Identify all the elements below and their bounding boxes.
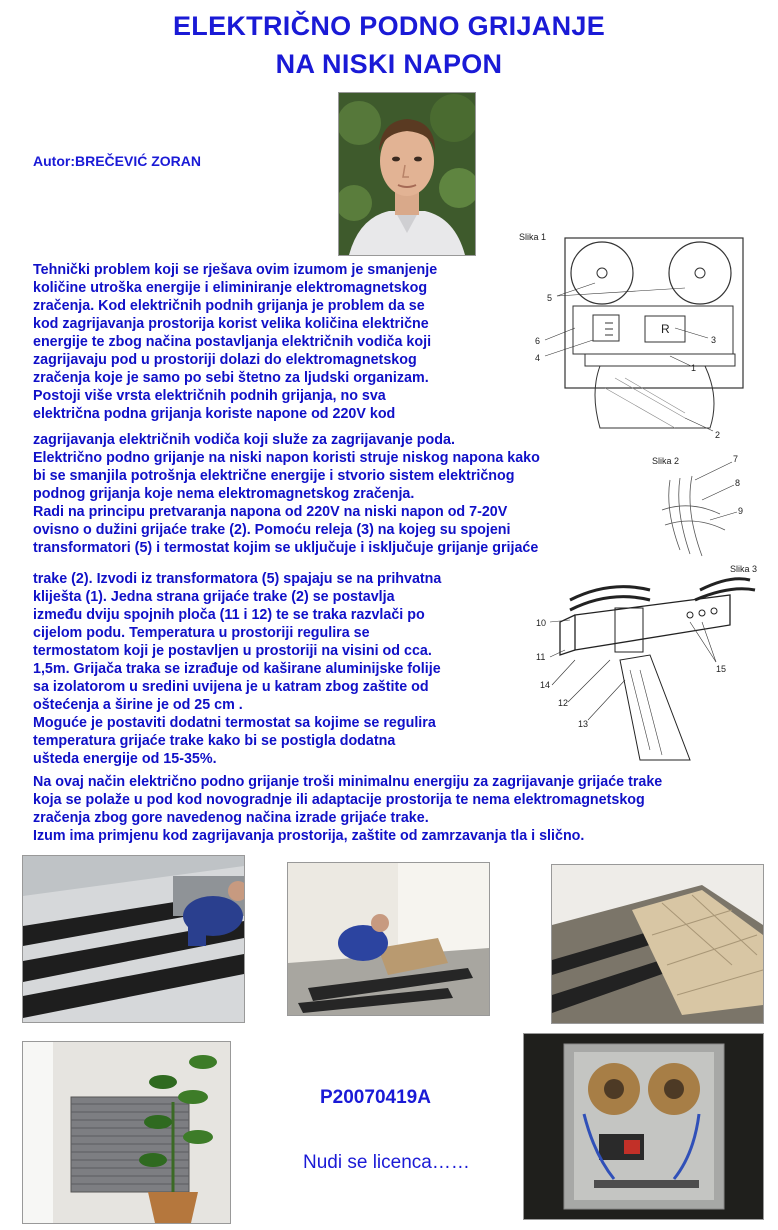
text-line: oštećenja a širine je od 25 cm . [33,697,243,713]
figure-3-diagram [530,560,770,765]
text-line: Moguće je postaviti dodatni termostat sa kojime se regulira [33,715,436,731]
photo-worker-on-floor [287,862,490,1016]
text-line: kod zagrijavanja prostorija korist velika količina električne [33,316,429,332]
text-line: Postoji više vrsta električnih podnih grijanja, no sva [33,388,386,404]
text-line: termostatom koji je postavljen u prostoriji na visini od cca. [33,643,432,659]
text-line: zagrijavaju pod u prostoriji dolazi do elektromagnetskog [33,352,417,368]
text-line: 1,5m. Grijača traka se izrađuje od kaširane aluminijske folije [33,661,441,677]
figure-1-caption: Slika 1 [519,232,547,242]
patent-number: P20070419A [320,1087,431,1108]
text-line: temperatura grijaće trake kako bi se postigla dodatna [33,733,396,749]
text-line: koja se polaže u pod kod novogradnje ili adaptacije prostorija te nema elektromagnetskog [33,792,645,808]
description-paragraph-4 [33,773,765,845]
text-line: podnog grijanja koje nema elektromagnetskog zračenja. [33,486,415,502]
figure-1-label-1: 1 [691,363,697,373]
page-title-line1: ELEKTRIČNO PODNO GRIJANJE [172,11,606,41]
figure-2-label-7: 7 [733,454,739,464]
figure-3-label-14: 14 [540,680,551,690]
text-line: količine utroška energije i eliminiranje elektromagnetskog [33,280,428,296]
text-line: transformatori (5) i termostat kojim se uključuje i isključuje grijanje grijaće [33,540,539,556]
text-line: između dviju spojnih ploča (11 i 12) te se traka razvlači po [33,607,425,623]
text-line: Radi na principu pretvaranja napona od 220V na niski napon od 7-20V [33,504,508,520]
text-line: cijelom podu. Temperatura u prostoriji regulira se [33,625,370,641]
figure-1-label-r: R [661,322,670,336]
figure-2-diagram [640,450,760,565]
text-line: Električno podno grijanje na niski napon koristi struje niskog napona kako [33,450,540,466]
text-line: električna podna grijanja koriste napone od 220V kod [33,406,396,422]
text-line: Na ovaj način električno podno grijanje troši minimalnu energiju za zagrijavanje grijaće trake [33,774,663,790]
author-portrait-photo [338,92,476,256]
description-paragraph-3 [33,570,499,768]
text-line: sa izolatorom u sredini uvijena je u katram zbog zaštite od [33,679,429,695]
license-offer-text: Nudi se licenca…… [303,1152,470,1173]
text-line: kliješta (1). Jedna strana grijaće trake (2) se postavlja [33,589,395,605]
photo-tiles-over-strips [551,864,764,1024]
figure-3-label-11: 11 [536,652,546,662]
figure-1-label-5: 5 [547,293,553,303]
text-line: zračenja. Kod električnih podnih grijanja je problem da se [33,298,425,314]
figure-1-label-6: 6 [535,336,541,346]
description-paragraph-1-last: zagrijavanja električnih vodiča koji služe za zagrijavanje poda. [33,432,455,448]
text-line: energije te zbog načina postavljanja električnih vodiča koji [33,334,432,350]
author-label: Autor:BREČEVIĆ ZORAN [33,153,201,169]
text-line: Tehnički problem koji se rješava ovim izumom je smanjenje [33,262,438,278]
photo-laying-heating-strips [22,855,245,1023]
text-line: ovisno o dužini grijaće trake (2). Pomoću releja (3) na kojeg su spojeni [33,522,511,538]
figure-2-caption: Slika 2 [652,456,680,466]
figure-1-label-4: 4 [535,353,541,363]
text-line: zračenja koje je samo po sebi štetno za ljudski organizam. [33,370,429,386]
figure-1-label-2: 2 [715,430,721,440]
text-line: Izum ima primjenu kod zagrijavanja prostorija, zaštite od zamrzavanja tla i slično. [33,828,585,844]
figure-1-label-3: 3 [711,335,717,345]
figure-2-label-8: 8 [735,478,741,488]
figure-3-label-12: 12 [558,698,569,708]
figure-1-diagram [505,228,755,463]
description-paragraph-1 [33,261,499,423]
text-line: trake (2). Izvodi iz transformatora (5) spajaju se na prihvatna [33,571,442,587]
figure-2-label-9: 9 [738,506,744,516]
page-title-line2: NA NISKI NAPON [275,49,503,79]
text-line: bi se smanjila potrošnja električne energije i stvorio sistem električnog [33,468,515,484]
text-line: ušteda energije od 15-35%. [33,751,217,767]
figure-3-label-15: 15 [716,664,727,674]
text-line: zračenja zbog gore navedenog načina izrade grijaće trake. [33,810,429,826]
photo-wall-grille-with-plant [22,1041,231,1224]
figure-3-caption: Slika 3 [730,564,758,574]
description-paragraph-2 [33,449,627,557]
photo-transformer-box [523,1033,764,1220]
figure-3-label-10: 10 [536,618,547,628]
figure-3-label-13: 13 [578,719,589,729]
